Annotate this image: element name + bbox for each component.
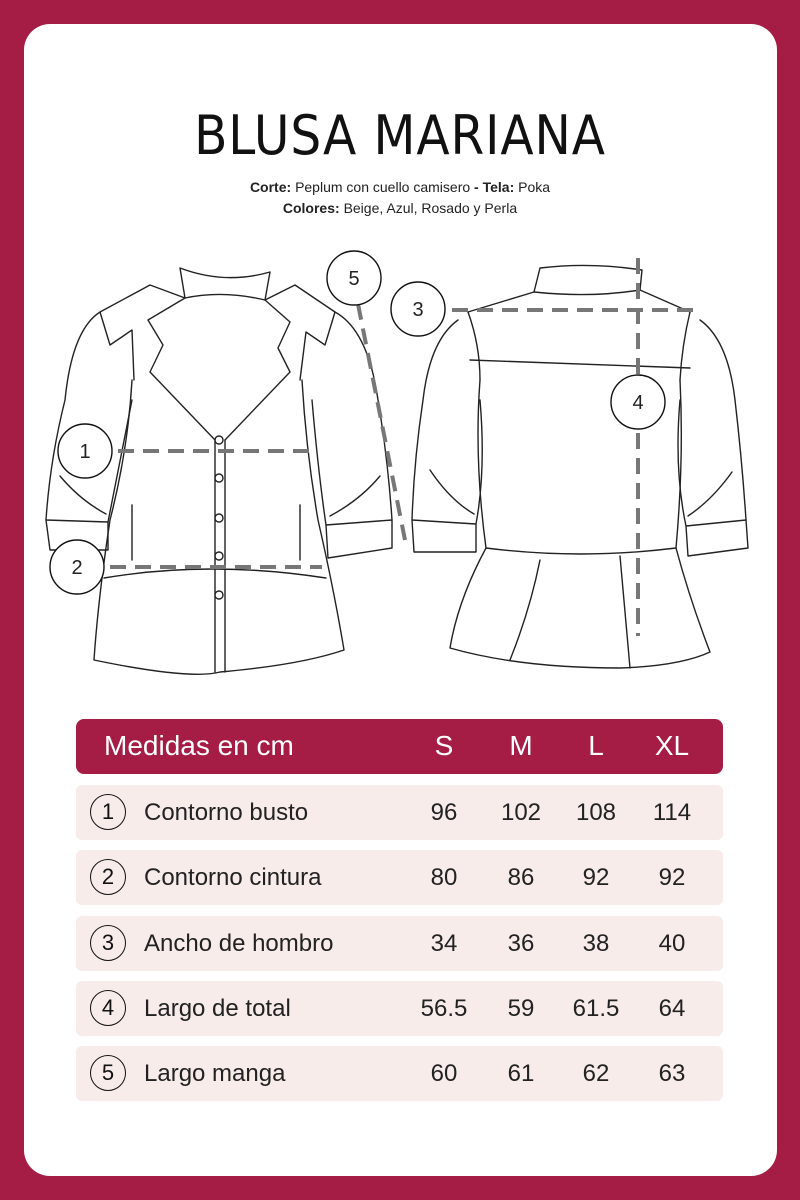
row-number-badge: 3 [90,925,126,961]
row-number-badge: 5 [90,1055,126,1091]
table-header-label: Medidas en cm [104,730,294,761]
value-xl: 64 [658,995,686,1022]
measurements-table-header [76,719,723,774]
page-title: BLUSA MARIANA [194,104,606,167]
value-m: 86 [507,864,535,891]
row-number-badge: 4 [90,990,126,1026]
table-row [76,1046,723,1101]
measurement-label: Largo de total [144,995,291,1022]
measurement-label: Largo manga [144,1060,286,1087]
size-s-header: S [434,730,454,761]
value-l: 108 [575,799,617,826]
table-row [76,785,723,840]
value-xl: 92 [658,864,686,891]
value-s: 34 [430,930,458,957]
value-l: 92 [582,864,610,891]
marker-2-number: 2 [71,557,83,579]
table-row [76,850,723,905]
value-m: 36 [507,930,535,957]
row-number-badge: 2 [90,859,126,895]
table-row [76,981,723,1036]
corte-value: Peplum con cuello camisero [295,179,471,195]
measurement-label: Contorno cintura [144,864,322,891]
marker-5-number: 5 [348,268,360,290]
value-l: 61.5 [572,995,620,1022]
measurement-label: Contorno busto [144,799,309,826]
colores-label: Colores: [282,200,340,216]
value-xl: 63 [658,1060,686,1087]
value-s: 56.5 [420,995,468,1022]
size-m-header: M [509,730,533,761]
colores-value: Beige, Azul, Rosado y Perla [343,200,518,216]
value-l: 38 [582,930,610,957]
value-s: 96 [430,799,458,826]
tela-label: - Tela: [474,179,515,195]
corte-label: Corte: [249,179,292,195]
size-xl-header: XL [654,730,690,761]
marker-1-number: 1 [79,441,91,463]
value-s: 80 [430,864,458,891]
value-m: 61 [507,1060,535,1087]
value-s: 60 [430,1060,458,1087]
back-view-drawing [412,265,748,668]
tela-value: Poka [518,179,551,195]
value-xl: 40 [658,930,686,957]
row-number-badge: 1 [90,794,126,830]
value-m: 59 [507,995,535,1022]
measurement-label: Ancho de hombro [144,930,334,957]
marker-4-number: 4 [632,392,644,414]
size-l-header: L [588,730,604,761]
value-xl: 114 [652,799,692,826]
value-l: 62 [582,1060,610,1087]
value-m: 102 [500,799,542,826]
table-row [76,916,723,971]
marker-3-number: 3 [412,299,424,321]
